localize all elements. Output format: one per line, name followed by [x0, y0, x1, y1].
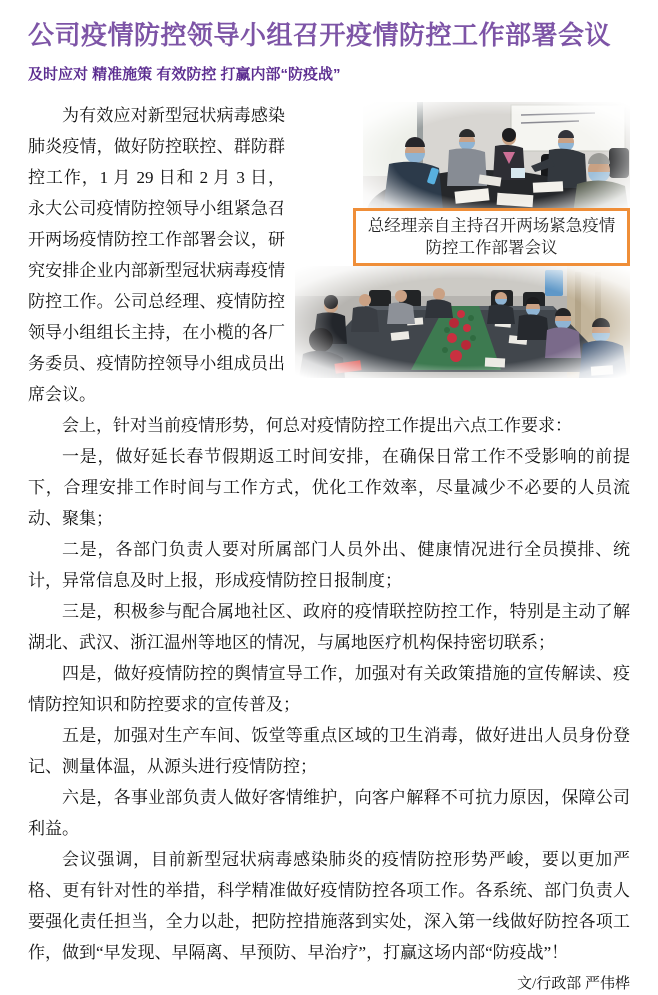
meeting-photo-1	[363, 102, 630, 214]
figure-block	[295, 102, 630, 378]
page-subtitle: 及时应对 精准施策 有效防控 打赢内部“防疫战”	[28, 66, 341, 83]
paragraph-point-1: 一是，做好延长春节假期返工时间安排，在确保日常工作不受影响的前提下，合理安排工作时间与工作方式，优化工作效率，尽量减少不必要的人员流动、聚集；	[28, 447, 630, 528]
paragraph-point-3: 三是，积极参与配合属地社区、政府的疫情联控防控工作，特别是主动了解湖北、武汉、浙江温州等地区的情况，与属地医疗机构保持密切联系；	[28, 602, 630, 652]
byline: 文/行政部 严伟桦	[517, 976, 630, 992]
article-body	[28, 100, 630, 968]
paragraph-point-4: 四是，做好疫情防控的舆情宣导工作，加强对有关政策措施的宣传解读、疫情防控知识和防控要求的宣传普及；	[28, 664, 630, 714]
photo-caption-box	[353, 208, 630, 266]
paragraph-point-5: 五是，加强对生产车间、饭堂等重点区域的卫生消毒，做好进出人员身份登记、测量体温，从源头进行疫情防控；	[28, 726, 630, 776]
paragraph-point-6: 六是，各事业部负责人做好客情维护，向客户解释不可抗力原因，保障公司利益。	[28, 788, 630, 838]
paragraph-meeting-requirements: 会上，针对当前疫情形势，何总对疫情防控工作提出六点工作要求：	[62, 416, 572, 435]
meeting-photo-2	[295, 266, 630, 378]
paragraph-conclusion: 会议强调，目前新型冠状病毒感染肺炎的疫情防控形势严峻，要以更加严格、更有针对性的举措，科学精准做好疫情防控各项工作。各系统、部门负责人要强化责任担当，全力以赴，把防控措施落到实处，深入第一线做好防控各项工作，做到“早发现、早隔离、早预防、早治疗”，打赢这场内部“防疫战”！	[28, 850, 630, 962]
paragraph-intro: 为有效应对新型冠状病毒感染肺炎疫情，做好防控联控、群防群控工作，1 月 29 日和 2 月 3 日，永大公司疫情防控领导小组紧急召开两场疫情防控工作部署会议，研究安排企业内部新型冠状病毒疫情防控工作。公司总经理、疫情防控领导小组组长主持，在小榄的各厂务委员、疫情防控领导小组成员出席会议。	[28, 106, 285, 404]
page-title: 公司疫情防控领导小组召开疫情防控工作部署会议	[28, 20, 612, 50]
photo-caption: 总经理亲自主持召开两场紧急疫情防控工作部署会议	[367, 216, 616, 257]
paragraph-point-2: 二是，各部门负责人要对所属部门人员外出、健康情况进行全员摸排、统计，异常信息及时上报，形成疫情防控日报制度；	[28, 540, 630, 590]
